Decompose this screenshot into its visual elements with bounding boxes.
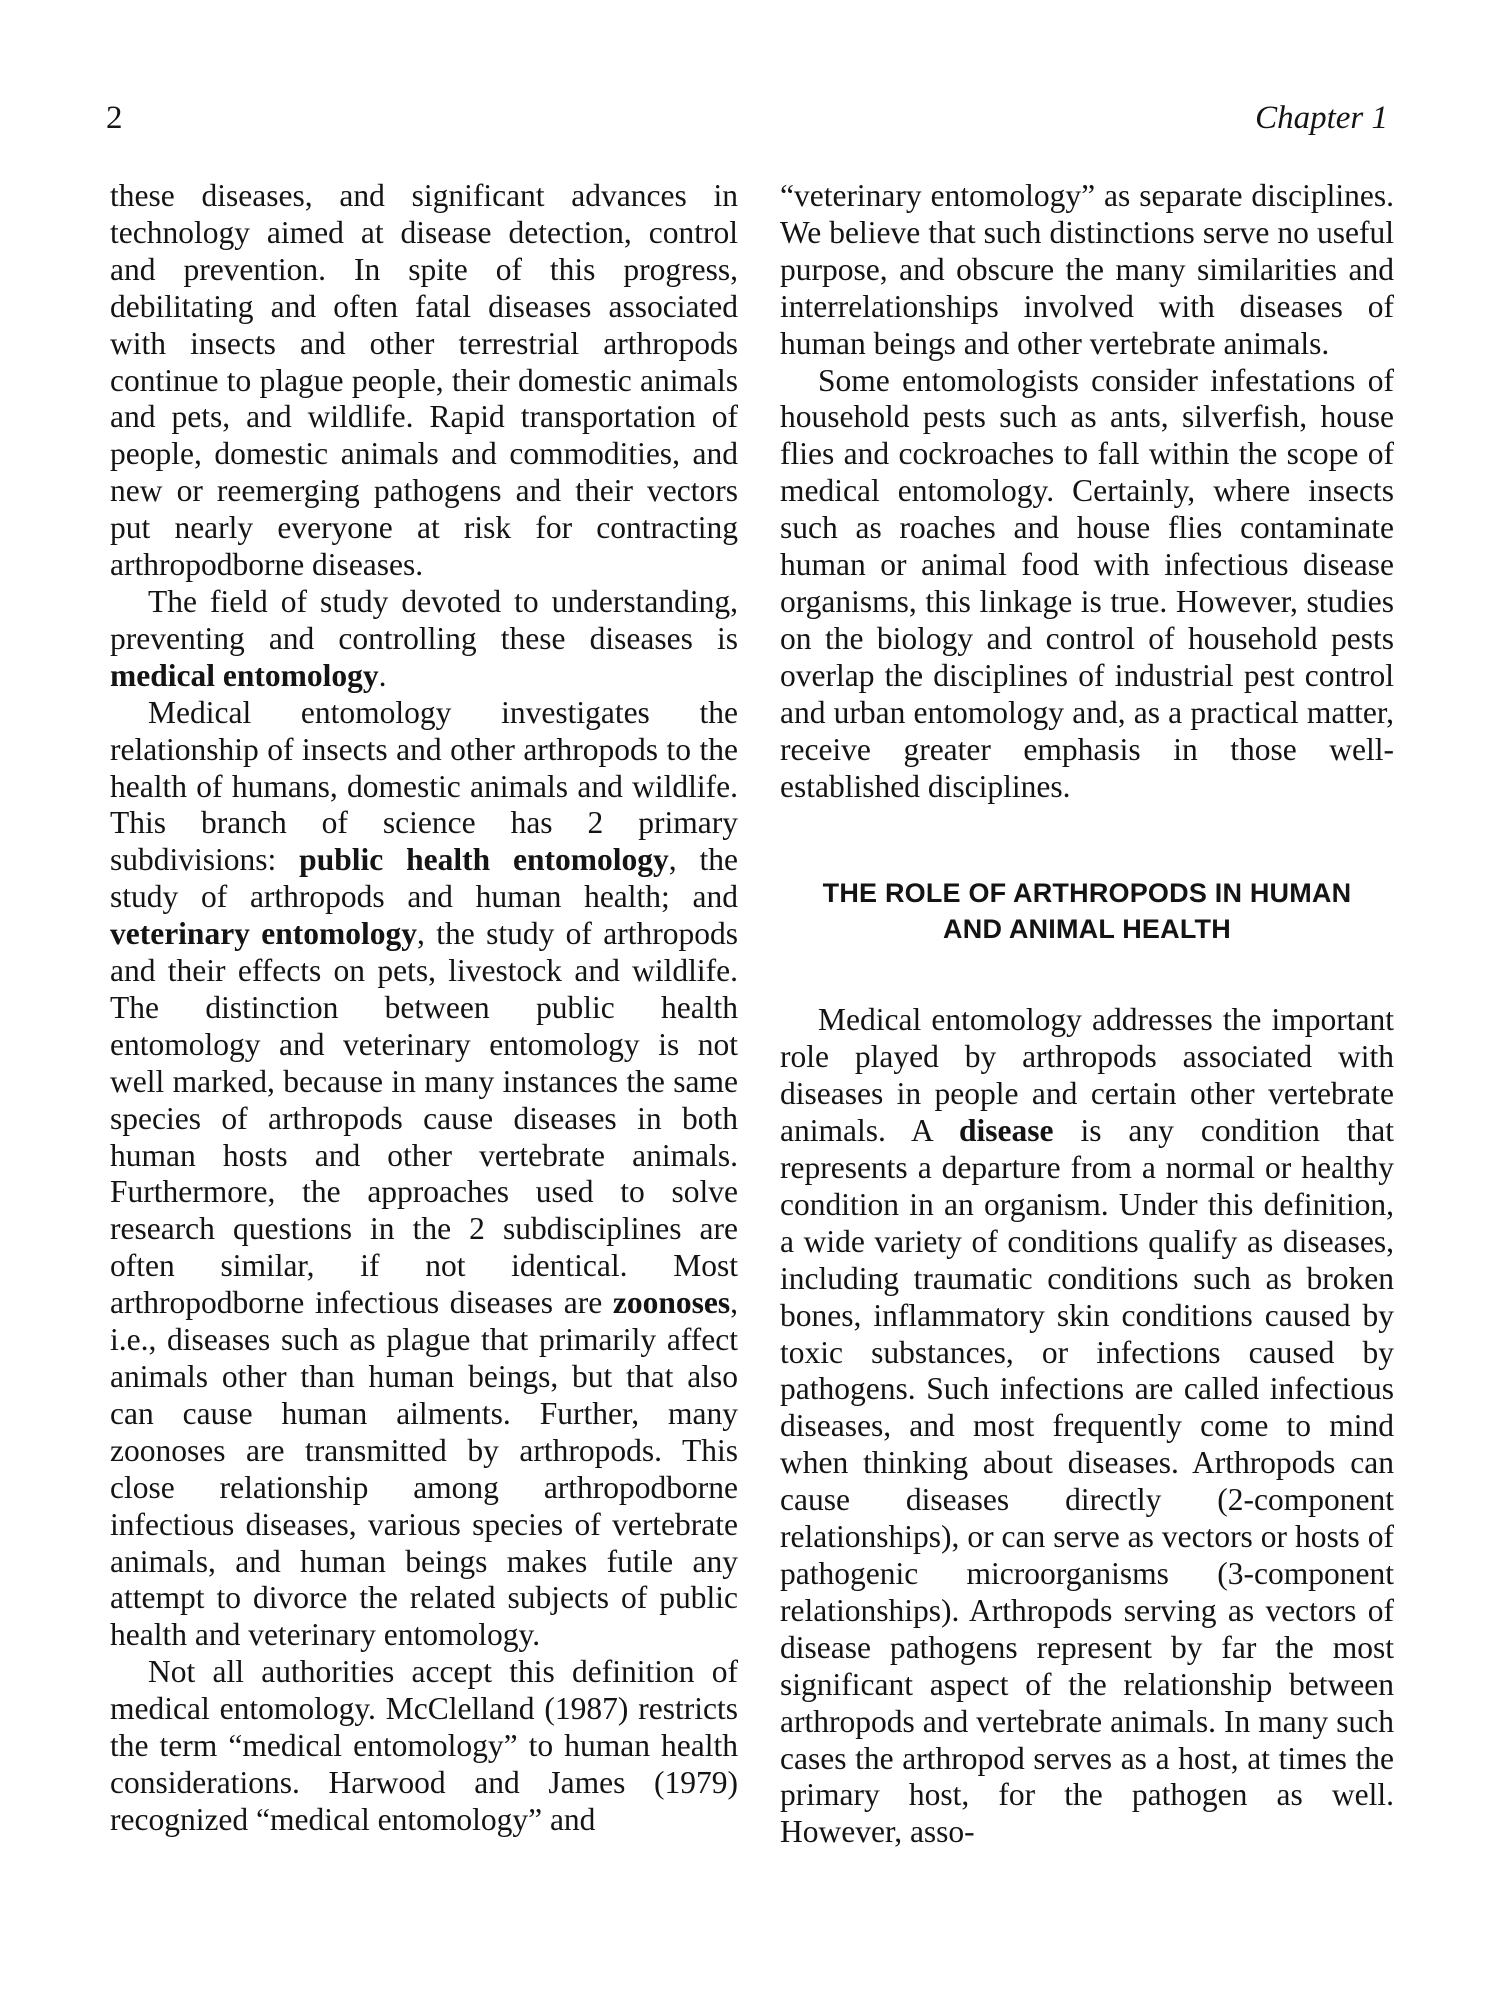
section-heading-line: AND ANIMAL HEALTH	[943, 914, 1231, 945]
paragraph: Some entomologists consider infestations of household pests such as ants, silverfish, house flies and cockroaches to fall within the scope of medical entomology. Certainly, where insects such as roaches and house flies contaminate human or animal food with infectious disease organisms, this linkage is true. However, studies on the biology and control of household pests overlap the disciplines of industrial pest control and urban entomology and, as a practical matter, receive greater emphasis in those well-established disciplines.	[780, 362, 1394, 804]
text-run: The field of study devoted to understanding, preventing and controlling these diseases is	[110, 583, 738, 656]
left-column	[110, 178, 738, 1839]
bold-term: zoonoses	[612, 1285, 731, 1321]
paragraph: “veterinary entomology” as separate disciplines. We believe that such distinctions serve no useful purpose, and obscure the many similarities and interrelationships involved with diseases of human beings and other vertebrate animals.	[780, 178, 1394, 361]
bold-term: medical entomology	[110, 657, 379, 693]
right-column	[780, 178, 1394, 1851]
text-run: , i.e., diseases such as plague that primarily affect animals other than human beings, but that also can cause human ailments. Further, many zoonoses are transmitted by arthropods. This close relationship among arthropodborne infectious diseases, various species of vertebrate animals, and human beings makes futile any attempt to divorce the related subjects of public health and veterinary entomology.	[110, 1285, 738, 1653]
paragraph: these diseases, and significant advances in technology aimed at disease detection, control and prevention. In spite of this progress, debilitating and often fatal diseases associated with insects and other terrestrial arthropods continue to plague people, their domestic animals and pets, and wildlife. Rapid transportation of people, domestic animals and commodities, and new or reemerging pathogens and their vectors put nearly everyone at risk for contracting arthropodborne diseases.	[110, 178, 738, 583]
paragraph	[110, 584, 738, 695]
text-run: , the study of arthropods and human health; and	[110, 842, 738, 915]
page-number: 2	[106, 100, 123, 136]
paragraph	[110, 695, 738, 1655]
text-run: , the study of arthropods and their effects on pets, livestock and wildlife. The distinction between public health entomology and veterinary entomology is not well marked, because in many instances the same species of arthropods cause diseases in both human hosts and other vertebrate animals. Furthermore, the approaches used to solve research questions in the 2 subdisciplines are often similar, if not identical. Most arthropodborne infectious diseases are	[110, 916, 738, 1321]
running-head: Chapter 1	[1255, 100, 1388, 136]
bold-term: veterinary entomology	[110, 916, 418, 952]
paragraph: Not all authorities accept this definition of medical entomology. McClelland (1987) restricts the term “medical entomology” to human health considerations. Harwood and James (1979) recognized “medical entomology” and	[110, 1654, 738, 1837]
paragraph	[780, 1002, 1394, 1851]
bold-term: public health entomology	[299, 842, 669, 878]
bold-term: disease	[959, 1113, 1054, 1149]
text-run: Medical entomology addresses the important role played by arthropods associated with diseases in people and certain other vertebrate animals. A	[780, 1002, 1394, 1149]
text-run: Medical entomology investigates the relationship of insects and other arthropods to the health of humans, domestic animals and wildlife. This branch of science has 2 primary subdivisions:	[110, 694, 738, 878]
text-run: is any condition that represents a departure from a normal or healthy condition in an organism. Under this definition, a wide variety of conditions qualify as diseases, including traumatic conditions such as broken bones, inflammatory skin conditions caused by toxic substances, or infections caused by pathogens. Such infections are called infectious diseases, and most frequently come to mind when thinking about diseases. Arthropods can cause diseases directly (2-component relationships), or can serve as vectors or hosts of pathogenic microorganisms (3-component relationships). Arthropods serving as vectors of disease pathogens represent by far the most significant aspect of the relationship between arthropods and vertebrate animals. In many such cases the arthropod serves as a host, at times the primary host, for the pathogen as well. However, asso-	[780, 1113, 1394, 1850]
text-run: .	[378, 657, 387, 693]
section-heading	[780, 875, 1394, 947]
section-heading-line: THE ROLE OF ARTHROPODS IN HUMAN	[822, 878, 1352, 909]
